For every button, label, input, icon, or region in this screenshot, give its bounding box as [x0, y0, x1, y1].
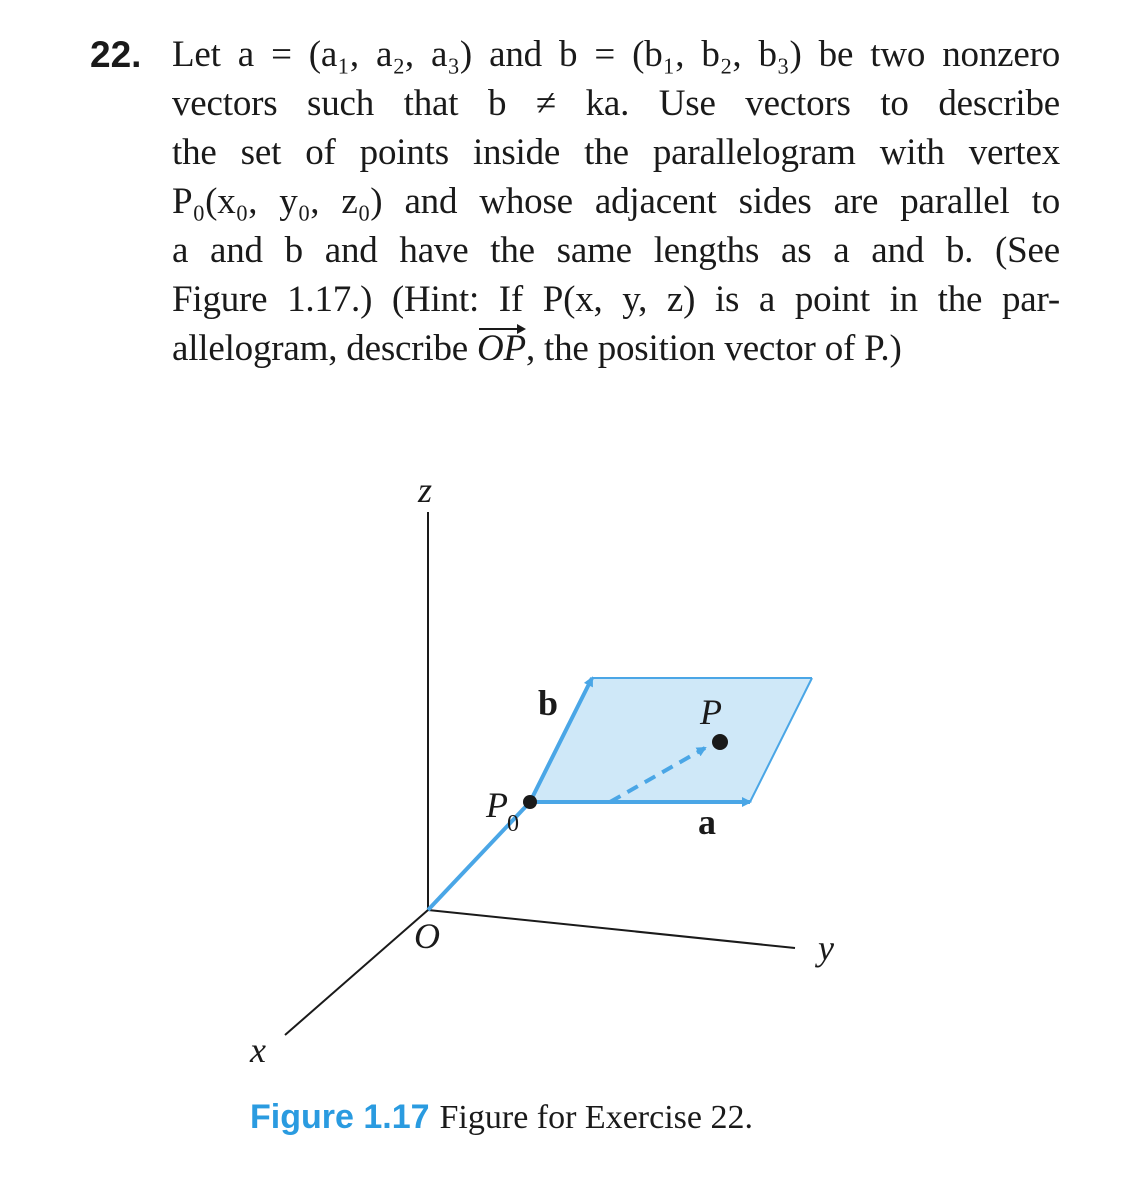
- vector-a-label: a: [698, 802, 716, 842]
- origin-label: O: [414, 916, 440, 956]
- point-p: [712, 734, 728, 750]
- parallelogram: [530, 678, 812, 802]
- problem-line-text: allelogram, describe: [172, 328, 478, 369]
- problem-line: the set of points inside the parallelogram with vertex: [172, 132, 1060, 173]
- parallelogram-diagram: [0, 420, 1122, 1204]
- figure-caption: [250, 1098, 753, 1137]
- x-axis: [285, 910, 428, 1035]
- vector-b-label: b: [538, 683, 559, 723]
- previous-content-fragment: [270, 0, 490, 6]
- problem-text: [172, 30, 1060, 373]
- problem-number: 22.: [90, 34, 142, 75]
- problem-line-text: , the position vector of P.): [525, 328, 902, 369]
- p0-subscript: 0: [507, 811, 519, 837]
- problem-line: Let a = (a₁, a₂, a₃) and b = (b₁, b₂, b₃) be two nonzero: [172, 34, 1060, 75]
- z-axis-label: z: [418, 470, 433, 510]
- position-vector-op: [477, 324, 526, 373]
- x-axis-label: x: [250, 1030, 266, 1070]
- p0-label: P: [486, 785, 508, 825]
- problem-line: P₀(x₀, y₀, z₀) and whose adjacent sides are parallel to: [172, 181, 1060, 222]
- problem-line: a and b and have the same lengths as a and b. (See: [172, 230, 1060, 271]
- position-vector-label: OP: [477, 328, 526, 369]
- problem-line: vectors such that b ≠ ka. Use vectors to describe: [172, 83, 1060, 124]
- caption-label: Figure 1.17: [250, 1098, 430, 1136]
- y-axis-label: y: [818, 928, 834, 968]
- caption-text: Figure for Exercise 22.: [439, 1099, 753, 1136]
- problem-line: Figure 1.17.) (Hint: If P(x, y, z) is a point in the par-: [172, 279, 1060, 320]
- point-p0: [523, 795, 537, 809]
- y-axis: [428, 910, 795, 948]
- exercise-22: [90, 30, 1060, 373]
- figure-1-17: [0, 420, 1122, 1204]
- p-label: P: [700, 692, 722, 732]
- problem-line-last: [172, 324, 1060, 373]
